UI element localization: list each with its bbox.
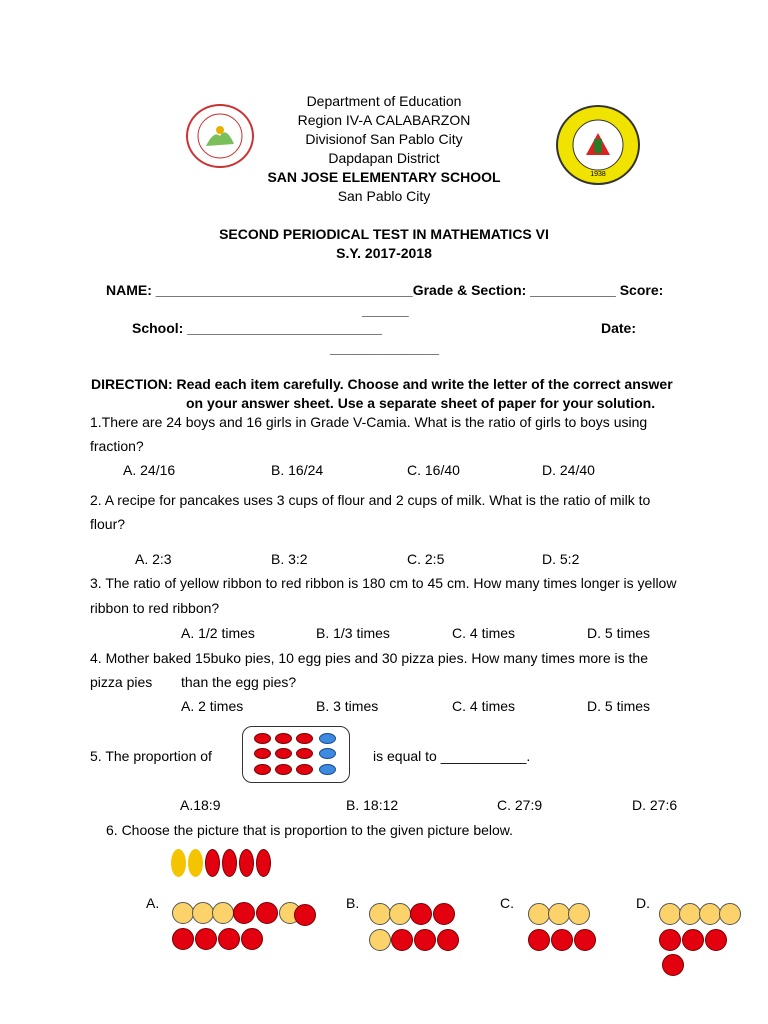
question-3-text: 3. The ratio of yellow ribbon to red ribbon is 180 cm to 45 cm. How many times longer is yellow <box>90 575 677 591</box>
q5-choice-c: C. 27:9 <box>497 797 543 813</box>
q5-choice-b: B. 18:12 <box>346 797 399 813</box>
q6-choice-c-label: C. <box>500 895 514 911</box>
q3-choice-d: D. 5 times <box>587 625 651 641</box>
question-4-text-cont-b: than the egg pies? <box>181 674 297 690</box>
q3-choice-b: B. 1/3 times <box>316 625 390 641</box>
date-line: ______________ <box>330 340 440 356</box>
header-district: Dapdapan District <box>328 150 440 166</box>
score-line: ______ <box>362 302 409 318</box>
q6-choice-d-label: D. <box>636 895 650 911</box>
question-1-text: 1.There are 24 boys and 16 girls in Grade V-Camia. What is the ratio of girls to boys using <box>90 414 648 430</box>
header-city: San Pablo City <box>337 188 431 204</box>
question-4-text-cont-a: pizza pies <box>90 674 153 690</box>
q4-choice-a: A. 2 times <box>181 698 244 714</box>
q5-choice-d: D. 27:6 <box>632 797 678 813</box>
q4-choice-b: B. 3 times <box>316 698 379 714</box>
header-division: Divisionof San Pablo City <box>305 131 463 147</box>
school-year: S.Y. 2017-2018 <box>336 245 432 261</box>
header-region: Region IV-A CALABARZON <box>297 112 471 128</box>
question-1-text-cont: fraction? <box>90 438 144 454</box>
q2-choice-d: D. 5:2 <box>542 551 580 567</box>
q1-choice-b: B. 16/24 <box>271 462 324 478</box>
q4-choice-c: C. 4 times <box>452 698 516 714</box>
direction-line2: on your answer sheet. Use a separate sheet of paper for your solution. <box>186 395 656 411</box>
date-field: Date: <box>601 320 637 336</box>
q2-choice-c: C. 2:5 <box>407 551 445 567</box>
q3-choice-c: C. 4 times <box>452 625 516 641</box>
name-field: NAME: _________________________________Grade & Section: ___________ Score: <box>106 282 664 298</box>
question-3-text-cont: ribbon to red ribbon? <box>90 600 220 616</box>
header-school: SAN JOSE ELEMENTARY SCHOOL <box>267 169 501 185</box>
question-5-text-post: is equal to ___________. <box>373 748 531 764</box>
q4-choice-d: D. 5 times <box>587 698 651 714</box>
question-2-text: 2. A recipe for pancakes uses 3 cups of flour and 2 cups of milk. What is the ratio of milk to <box>90 492 651 508</box>
school-logo-year: 1938 <box>590 171 606 178</box>
q1-choice-c: C. 16/40 <box>407 462 460 478</box>
question-4-text: 4. Mother baked 15buko pies, 10 egg pies and 30 pizza pies. How many times more is the <box>90 650 648 666</box>
q2-choice-b: B. 3:2 <box>271 551 308 567</box>
q6-choice-b-label: B. <box>346 895 360 911</box>
header-department: Department of Education <box>306 93 462 109</box>
q3-choice-a: A. 1/2 times <box>181 625 255 641</box>
q2-choice-a: A. 2:3 <box>135 551 172 567</box>
question-6-text: 6. Choose the picture that is proportion to the given picture below. <box>106 822 514 838</box>
question-2-text-cont: flour? <box>90 516 126 532</box>
school-field: School: _________________________ <box>132 320 382 336</box>
q5-choice-a: A.18:9 <box>180 797 221 813</box>
q1-choice-d: D. 24/40 <box>542 462 595 478</box>
direction-line1: DIRECTION: Read each item carefully. Choose and write the letter of the correct answer <box>91 376 673 392</box>
question-5-text-pre: 5. The proportion of <box>90 748 212 764</box>
q1-choice-a: A. 24/16 <box>123 462 176 478</box>
q6-choice-a-label: A. <box>146 895 160 911</box>
test-title: SECOND PERIODICAL TEST IN MATHEMATICS VI <box>219 226 549 242</box>
